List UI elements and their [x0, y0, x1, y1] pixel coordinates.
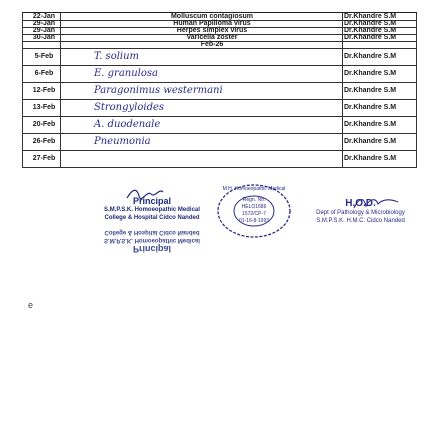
seal-line-3: HELO1686 — [241, 204, 267, 210]
table-row — [22, 82, 417, 100]
table-column-line — [416, 13, 417, 167]
row-date: 26-Feb — [32, 138, 56, 145]
principal-stamp-reflection — [92, 228, 212, 254]
principal-line-2: College & Hospital Cidco Nanded — [104, 215, 200, 221]
row-date: 27-Feb — [32, 155, 56, 162]
row-date: 20-Feb — [32, 121, 56, 128]
row-topic: Feb-26 — [200, 41, 224, 48]
row-date — [26, 41, 62, 48]
row-teacher: Dr.Khandre S.M — [344, 121, 397, 128]
row-topic: Varicella zoster — [186, 34, 238, 41]
row-teacher — [344, 41, 412, 48]
corner-mark: e — [28, 300, 34, 310]
row-teacher: Dr.Khandre S.M — [344, 34, 397, 41]
row-date: 12-Feb — [32, 87, 56, 94]
row-topic: Human Papilloma virus — [173, 20, 251, 27]
row-teacher: Dr.Khandre S.M — [344, 155, 397, 162]
table-column-line — [342, 13, 343, 167]
row-teacher: Dr.Khandre S.M — [344, 20, 397, 27]
row-topic: T. solium — [94, 51, 140, 62]
row-topic: Herpes simplex virus — [176, 27, 248, 34]
row-date: 29-Jan — [32, 20, 56, 27]
row-topic: Pneumonia — [94, 136, 151, 147]
row-topic: Molluscum contagiosum — [170, 13, 254, 20]
row-teacher: Dr.Khandre S.M — [344, 138, 397, 145]
hod-line-2: S.M.P.S.K. H.M.C. Cidco Nanded — [316, 218, 405, 224]
row-topic: E. granulosa — [94, 68, 158, 79]
table-row — [22, 133, 417, 151]
row-teacher: Dr.Khandre S.M — [344, 70, 397, 77]
seal-line-1: M.H. Homoeopathic Medical — [222, 186, 286, 192]
row-teacher: Dr.Khandre S.M — [344, 53, 397, 60]
hod-stamp — [298, 198, 423, 225]
table-row — [22, 65, 417, 83]
round-seal — [215, 182, 293, 240]
seal-line-2: Regn. No. — [242, 197, 266, 203]
table-row — [22, 116, 417, 134]
principal-reflection-title: Principal — [132, 244, 171, 254]
seal-line-4: 1572/CP-7 — [242, 211, 266, 217]
row-date: 22-Jan — [32, 13, 56, 20]
table-column-line — [60, 13, 61, 167]
hod-title: H.O.D. — [345, 198, 376, 209]
row-teacher: Dr.Khandre S.M — [344, 87, 397, 94]
principal-reflection-line-2: College & Hospital Cidco Nanded — [104, 229, 200, 235]
row-date: 5-Feb — [34, 53, 54, 60]
row-date: 6-Feb — [34, 70, 54, 77]
row-date: 30-Jan — [32, 34, 56, 41]
seal-line-5: 01-16-8-1993 — [238, 218, 270, 224]
principal-title: Principal — [132, 196, 171, 206]
row-teacher: Dr.Khandre S.M — [344, 13, 397, 20]
row-teacher: Dr.Khandre S.M — [344, 27, 397, 34]
hod-line-1: Dept of Pathology & Microbiology — [316, 210, 405, 216]
principal-signature — [125, 186, 165, 200]
principal-reflection-line-1: S.M.P.S.K. Homoeopathic Medical — [104, 237, 200, 243]
table-column-line — [22, 13, 23, 167]
row-topic — [62, 150, 362, 167]
row-teacher: Dr.Khandre S.M — [344, 104, 397, 111]
row-date: 13-Feb — [32, 104, 56, 111]
row-topic: Paragonimus westermani — [94, 85, 223, 96]
row-topic: A. duodenale — [94, 119, 161, 130]
table-row — [22, 48, 417, 66]
schedule-table — [22, 12, 417, 167]
table-row — [22, 150, 417, 168]
principal-line-1: S.M.P.S.K. Homoeopathic Medical — [104, 207, 200, 213]
row-date: 29-Jan — [32, 27, 56, 34]
row-topic: Strongyloides — [94, 102, 165, 113]
table-row — [22, 99, 417, 117]
